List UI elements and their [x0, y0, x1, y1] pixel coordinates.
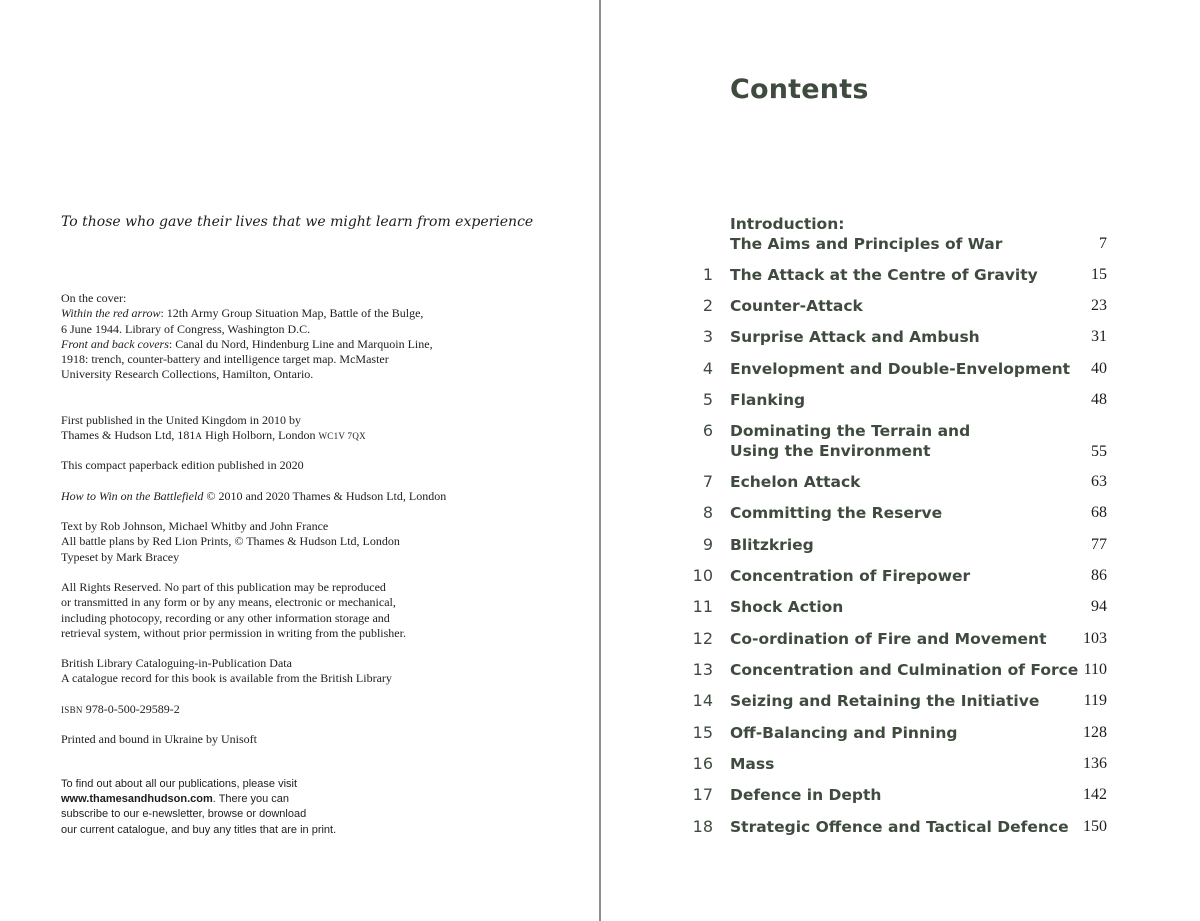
toc-entry-title: Concentration and Culmination of Force — [730, 661, 1079, 679]
website-link[interactable]: www.thamesandhudson.com — [61, 793, 213, 806]
toc-entry-number: 16 — [692, 754, 713, 773]
toc-entry-page: 150 — [1083, 818, 1107, 835]
toc-entry-page: 136 — [1083, 755, 1107, 772]
toc-entry-number: 4 — [702, 359, 713, 378]
rights-line: retrieval system, without prior permission in writing from the publisher. — [61, 625, 406, 640]
isbn — [61, 702, 180, 718]
copyright-line: How to Win on the Battlefield © 2010 and 2020 Thames & Hudson Ltd, London — [61, 489, 447, 503]
toc-entry-title: The Attack at the Centre of Gravity — [730, 266, 1038, 284]
toc-entry-title: Seizing and Retaining the Initiative — [730, 692, 1040, 710]
toc-entry-title: Counter-Attack — [730, 297, 863, 315]
publisher-line: First published in the United Kingdom in 2010 by — [61, 413, 301, 427]
promo-line: To find out about all our publications, please visit — [61, 778, 298, 790]
isbn-line: ISBN 978-0-500-29589-2 — [61, 702, 180, 716]
promo-line: our current catalogue, and buy any titles that are in print. — [61, 823, 337, 836]
toc-entry-page: 55 — [1091, 443, 1107, 460]
cover-credits — [61, 291, 433, 383]
credits-line: All battle plans by Red Lion Prints, © Thames & Hudson Ltd, London — [61, 534, 400, 549]
toc-entry-page: 103 — [1083, 630, 1107, 647]
toc-entry-page: 40 — [1091, 360, 1107, 377]
cip-line: A catalogue record for this book is available from the British Library — [61, 671, 392, 686]
cover-line: Front and back covers: Canal du Nord, Hindenburg Line and Marquoin Line, — [61, 336, 433, 351]
edition-line: This compact paperback edition published in 2020 — [61, 458, 304, 472]
toc-entry-page: 77 — [1091, 536, 1107, 553]
toc-entry-page: 63 — [1091, 473, 1107, 490]
toc-entry-number: 18 — [692, 817, 713, 836]
cover-line: 6 June 1944. Library of Congress, Washington D.C. — [61, 321, 311, 336]
toc-entry-number: 13 — [692, 660, 713, 679]
toc-entry-title: Co-ordination of Fire and Movement — [730, 630, 1047, 648]
toc-entry-title: Envelopment and Double-Envelopment — [730, 360, 1071, 378]
toc-entry-number: 3 — [702, 327, 713, 346]
cover-heading: On the cover: — [61, 291, 127, 305]
toc-entry-title: Strategic Offence and Tactical Defence — [730, 818, 1069, 836]
promo-line: subscribe to our e-newsletter, browse or download — [61, 808, 307, 821]
edition-note — [61, 458, 304, 473]
website-promo — [61, 777, 336, 838]
rights-line: or transmitted in any form or by any means, electronic or mechanical, — [61, 595, 396, 610]
publisher-address: Thames & Hudson Ltd, 181A High Holborn, London WC1V 7QX — [61, 428, 366, 443]
toc-entry-number: 10 — [692, 566, 713, 585]
toc-entry-page: 7 — [1099, 235, 1107, 252]
toc-entry-number: 8 — [702, 503, 713, 522]
cover-line: University Research Collections, Hamilton, Ontario. — [61, 367, 314, 382]
toc-entry-title: Echelon Attack — [730, 473, 861, 491]
contents-page — [601, 0, 1200, 921]
toc-entry-page: 128 — [1083, 724, 1107, 741]
toc-entry-title: Off-Balancing and Pinning — [730, 724, 958, 742]
toc-entry-page: 68 — [1091, 504, 1107, 521]
toc-entry-page: 31 — [1091, 328, 1107, 345]
toc-entry-number: 5 — [702, 390, 713, 409]
printer-line: Printed and bound in Ukraine by Unisoft — [61, 732, 257, 746]
credits-line: Text by Rob Johnson, Michael Whitby and John France — [61, 519, 329, 533]
toc-entry-number: 2 — [702, 296, 713, 315]
rights-line: All Rights Reserved. No part of this publication may be reproduced — [61, 580, 386, 594]
toc-entry-title: Introduction: — [730, 215, 845, 233]
rights-reserved — [61, 580, 406, 641]
contents-title: Contents — [730, 74, 869, 105]
toc-entry-title: Flanking — [730, 391, 806, 409]
toc-entry-title: Shock Action — [730, 598, 844, 616]
toc-entry-page: 94 — [1091, 598, 1107, 615]
toc-entry-title: The Aims and Principles of War — [730, 235, 1003, 253]
toc-entry-number: 6 — [702, 421, 713, 440]
toc-entry-page: 48 — [1091, 391, 1107, 408]
imprint-page — [0, 0, 599, 921]
toc-entry-number: 12 — [692, 629, 713, 648]
printer-note — [61, 732, 257, 747]
promo-line: www.thamesandhudson.com. There you can — [61, 793, 290, 806]
rights-line: including photocopy, recording or any other information storage and — [61, 610, 390, 625]
toc-entry-title: Mass — [730, 755, 775, 773]
toc-entry-title: Blitzkrieg — [730, 536, 814, 554]
toc-entry-title: Using the Environment — [730, 442, 931, 460]
toc-entry-number: 11 — [692, 597, 713, 616]
toc-entry-number: 7 — [702, 472, 713, 491]
toc-entry-page: 142 — [1083, 786, 1107, 803]
toc-entry-title: Dominating the Terrain and — [730, 422, 971, 440]
toc-entry-page: 86 — [1091, 567, 1107, 584]
toc-entry-page: 119 — [1083, 692, 1107, 709]
cover-line: 1918: trench, counter-battery and intelligence target map. McMaster — [61, 352, 389, 367]
toc-entry-number: 14 — [692, 691, 713, 710]
credits-line: Typeset by Mark Bracey — [61, 549, 180, 564]
copyright-notice — [61, 489, 446, 504]
dedication: To those who gave their lives that we might learn from experience — [61, 214, 534, 230]
toc-entry-number: 15 — [692, 723, 713, 742]
toc-entry-number: 17 — [692, 785, 713, 804]
toc-entry-title: Concentration of Firepower — [730, 567, 971, 585]
publisher-info — [61, 413, 366, 445]
cip-data — [61, 656, 392, 687]
credits — [61, 519, 400, 565]
cover-line: Within the red arrow: 12th Army Group Situation Map, Battle of the Bulge, — [61, 306, 424, 321]
toc-entry-page: 23 — [1091, 297, 1107, 314]
toc-entry-title: Committing the Reserve — [730, 504, 943, 522]
toc-entry-page: 110 — [1083, 661, 1107, 678]
toc-entry-title: Surprise Attack and Ambush — [730, 328, 980, 346]
toc-entry-number: 9 — [702, 535, 713, 554]
toc-entry-number: 1 — [702, 265, 713, 284]
toc-entry-page: 15 — [1091, 266, 1107, 283]
toc-entry-title: Defence in Depth — [730, 786, 882, 804]
cip-line: British Library Cataloguing-in-Publication Data — [61, 656, 292, 670]
